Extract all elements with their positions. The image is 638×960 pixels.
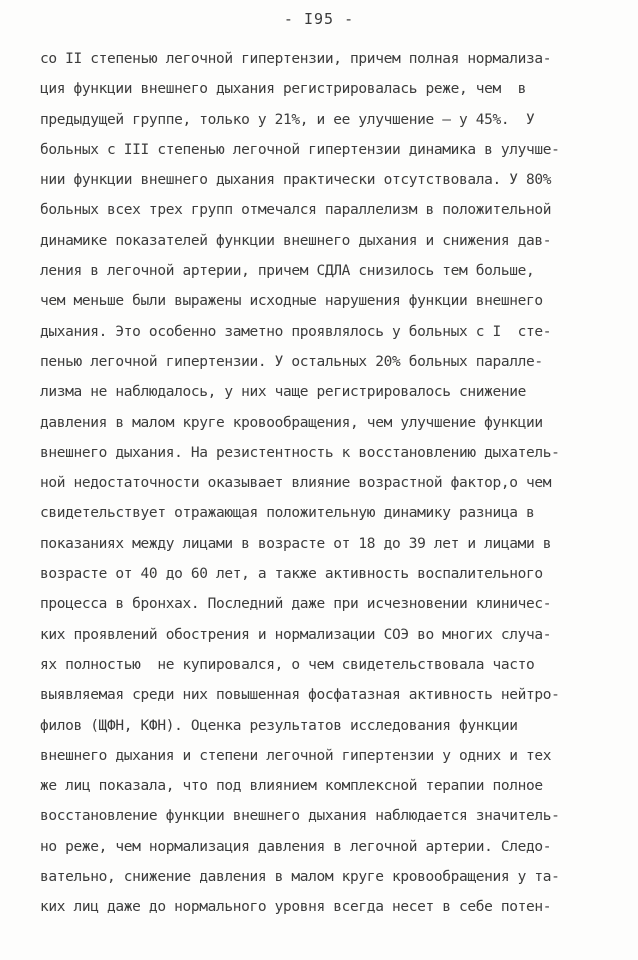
text-line: внешнего дыхания и степени легочной гипертензии у одних и тех bbox=[40, 747, 552, 764]
text-line: дыхания. Это особенно заметно проявлялось у больных с I сте- bbox=[40, 323, 552, 340]
text-line: возрасте от 40 до 60 лет, а также активность воспалительного bbox=[40, 566, 543, 583]
text-line: нии функции внешнего дыхания практически отсутствовала. У 80% bbox=[40, 172, 552, 189]
text-line: ной недостаточности оказывает влияние возрастной фактор,о чем bbox=[40, 475, 552, 492]
text-line: ких проявлений обострения и нормализации СОЭ во многих случа- bbox=[40, 626, 552, 643]
text-line: ких лиц даже до нормального уровня всегда несет в себе потен- bbox=[40, 899, 552, 916]
text-line: пенью легочной гипертензии. У остальных 20% больных паралле- bbox=[40, 353, 543, 370]
text-line: восстановление функции внешнего дыхания наблюдается значитель- bbox=[40, 808, 560, 825]
text-line: же лиц показала, что под влиянием комплексной терапии полное bbox=[40, 778, 543, 795]
text-line: ция функции внешнего дыхания регистрировалась реже, чем в bbox=[40, 81, 527, 98]
body-text bbox=[40, 44, 620, 923]
text-line: вательно, снижение давления в малом круге кровообращения у та- bbox=[40, 869, 560, 886]
text-line: со II степенью легочной гипертензии, причем полная нормализа- bbox=[40, 51, 552, 67]
page-number: - I95 - bbox=[283, 10, 355, 28]
text-line: давления в малом круге кровообращения, чем улучшение функции bbox=[40, 414, 543, 431]
text-line: процесса в бронхах. Последний даже при исчезновении клиничес- bbox=[40, 596, 552, 613]
text-line: ления в легочной артерии, причем СДЛА снизилось тем больше, bbox=[40, 263, 535, 280]
text-line: показаниях между лицами в возрасте от 18 до 39 лет и лицами в bbox=[40, 535, 552, 552]
text-line: ях полностью не купировался, о чем свидетельствовала часто bbox=[40, 656, 535, 673]
text-line: больных всех трех групп отмечался параллелизм в положительной bbox=[40, 202, 552, 219]
text-line: но реже, чем нормализация давления в легочной артерии. Следо- bbox=[40, 838, 552, 855]
text-line: лизма не наблюдалось, у них чаще регистрировалось снижение bbox=[40, 384, 527, 401]
text-line: чем меньше были выражены исходные нарушения функции внешнего bbox=[40, 293, 543, 310]
text-line: больных с III степенью легочной гипертензии динамика в улучше- bbox=[40, 141, 560, 158]
text-line: филов (ЩФН, КФН). Оценка результатов исследования функции bbox=[40, 717, 518, 734]
text-line: динамике показателей функции внешнего дыхания и снижения дав- bbox=[40, 232, 552, 249]
text-line: свидетельствует отражающая положительную динамику разница в bbox=[40, 505, 535, 522]
text-line: выявляемая среди них повышенная фосфатазная активность нейтро- bbox=[40, 687, 560, 704]
text-line: предыдущей группе, только у 21%, и ее улучшение – у 45%. У bbox=[40, 111, 535, 128]
text-line: внешнего дыхания. На резистентность к восстановлению дыхатель- bbox=[40, 444, 560, 461]
